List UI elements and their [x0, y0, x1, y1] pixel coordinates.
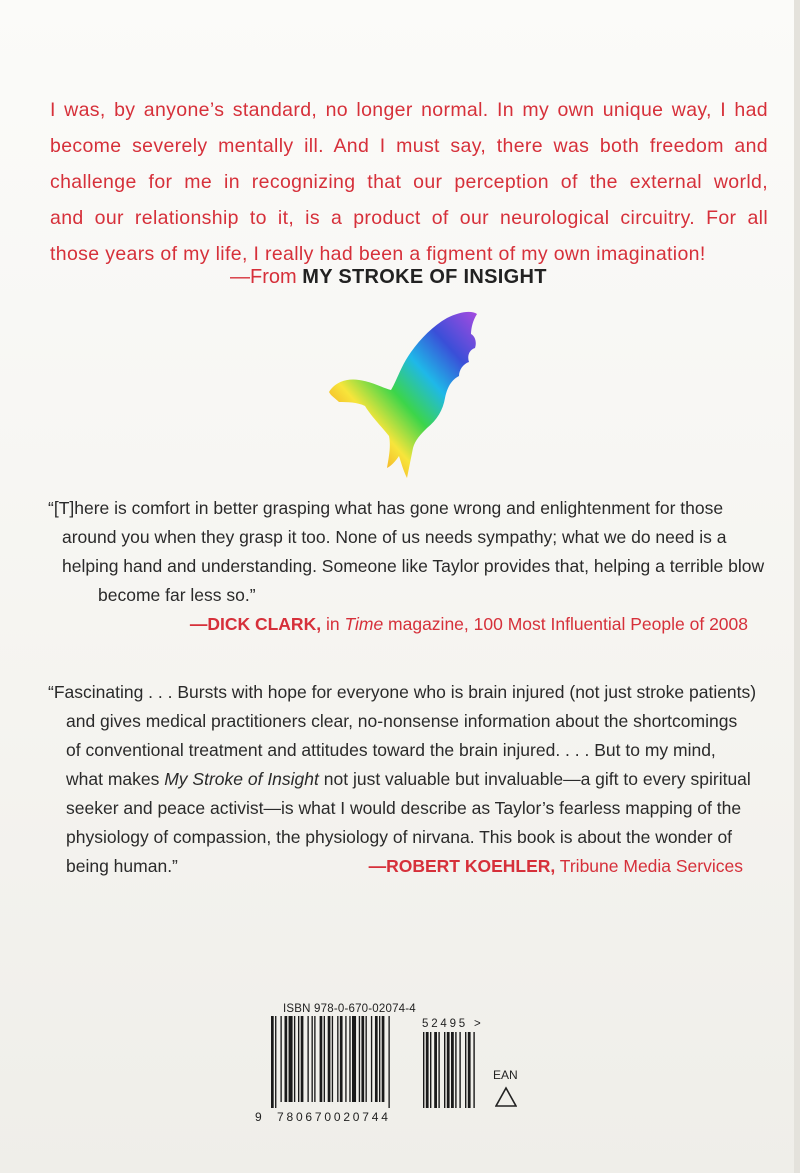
- quote-line: seeker and peace activist—is what I would describe as Taylor’s fearless mapping of the: [66, 798, 742, 818]
- barcode-bar: [289, 1016, 293, 1102]
- review-quote-koehler: [48, 678, 758, 881]
- barcode-addon-bar: [468, 1032, 471, 1108]
- barcode-bar: [324, 1016, 325, 1102]
- quote-last-line: [48, 852, 758, 881]
- barcode-addon-bar: [423, 1032, 424, 1108]
- barcode-bar: [301, 1016, 304, 1102]
- barcode-bar: [361, 1016, 364, 1102]
- barcode-bar: [337, 1016, 338, 1102]
- barcode-addon-bar: [455, 1032, 456, 1108]
- barcode-bar: [345, 1016, 346, 1102]
- quote-line: [48, 765, 758, 794]
- barcode-bar: [328, 1016, 331, 1102]
- barcode-bar: [340, 1016, 343, 1102]
- publication-name: Time: [344, 614, 384, 634]
- intro-line: become severely mentally ill. And I must say, there was both freedom and: [50, 135, 768, 157]
- attribution-in: in: [321, 614, 345, 634]
- barcode-addon-bar: [447, 1032, 450, 1108]
- barcode-bar: [285, 1016, 288, 1102]
- quote-line: “[T]here is comfort in better grasping what has gone wrong and enlightenment for those: [48, 498, 724, 518]
- barcode-bar: [280, 1016, 281, 1102]
- intro-excerpt: [50, 92, 768, 272]
- quote-text: not just valuable but invaluable—a gift to every spiritual: [318, 769, 751, 789]
- quote-line: physiology of compassion, the physiology of nirvana. This book is about the wonder of: [66, 827, 733, 847]
- barcode-digits: 780670020744: [277, 1110, 391, 1124]
- barcode-bar: [371, 1016, 372, 1102]
- book-title: MY STROKE OF INSIGHT: [302, 266, 547, 288]
- barcode-bar: [352, 1016, 356, 1102]
- barcode-addon-bar: [451, 1032, 454, 1108]
- quote-line: around you when they grasp it too. None of us needs sympathy; what we do need is a: [62, 527, 727, 547]
- intro-line: challenge for me in recognizing that our perception of the external world,: [50, 171, 768, 193]
- barcode-bar: [314, 1016, 315, 1102]
- barcode-addon-bar: [426, 1032, 429, 1108]
- barcode-addon-bar: [438, 1032, 439, 1108]
- quote-attribution: [48, 610, 758, 639]
- barcode-bar: [349, 1016, 350, 1102]
- barcode-addon-bar: [444, 1032, 445, 1108]
- isbn-number: ISBN 978-0-670-02074-4: [283, 1003, 416, 1015]
- quote-line: and gives medical practitioners clear, no-nonsense information about the shortcomings: [66, 711, 738, 731]
- barcode-bar: [307, 1016, 308, 1102]
- quote-line: “Fascinating . . . Bursts with hope for everyone who is brain injured (not just stroke patients): [48, 682, 757, 702]
- barcode-bar: [332, 1016, 333, 1102]
- intro-line: I was, by anyone’s standard, no longer normal. In my own unique way, I had: [50, 99, 768, 121]
- excerpt-source: [230, 266, 730, 289]
- barcode-bar: [320, 1016, 323, 1102]
- intro-line: and our relationship to it, is a product of our neurological circuitry. For all: [50, 207, 768, 229]
- rainbow-dove-icon: [325, 306, 485, 481]
- attribution-detail: Tribune Media Services: [555, 856, 743, 876]
- barcode-icon: [255, 1016, 495, 1112]
- quote-line: helping hand and understanding. Someone like Taylor provides that, helping a terrible blow: [62, 556, 765, 576]
- book-title-italic: My Stroke of Insight: [164, 769, 319, 789]
- barcode-bar: [271, 1016, 274, 1108]
- quote-line: being human.”: [66, 856, 178, 876]
- attribution-detail: magazine, 100 Most Influential People of 2008: [383, 614, 748, 634]
- barcode-bar: [388, 1016, 389, 1108]
- source-prefix: —From: [230, 266, 297, 288]
- isbn-barcode: [255, 1000, 535, 1130]
- barcode-addon-bar: [430, 1032, 431, 1108]
- barcode-addon-digits: 52495 >: [422, 1018, 484, 1030]
- quote-line: become far less so.”: [98, 585, 256, 605]
- barcode-bar: [375, 1016, 378, 1102]
- review-quote-clark: [48, 494, 765, 639]
- barcode-bar: [366, 1016, 367, 1102]
- quote-line: of conventional treatment and attitudes toward the brain injured. . . . But to my mind,: [66, 740, 716, 760]
- barcode-addon-bar: [473, 1032, 474, 1108]
- barcode-bar: [359, 1016, 360, 1102]
- attribution-name: —ROBERT KOEHLER,: [368, 856, 556, 876]
- intro-line: those years of my life, I really had been a figment of my own imagination!: [50, 243, 706, 265]
- barcode-bar: [312, 1016, 313, 1102]
- barcode-first-digit: 9: [255, 1110, 262, 1124]
- barcode-bar: [379, 1016, 380, 1102]
- quote-text: what makes: [66, 769, 165, 789]
- barcode-bar: [382, 1016, 385, 1102]
- barcode-bar: [294, 1016, 295, 1102]
- barcode-addon-bar: [465, 1032, 466, 1108]
- triangle-icon: [495, 1086, 517, 1108]
- attribution-name: —DICK CLARK,: [189, 614, 322, 634]
- barcode-bar: [298, 1016, 299, 1102]
- barcode-bar: [275, 1016, 276, 1108]
- barcode-addon-bar: [434, 1032, 437, 1108]
- ean-label: EAN: [493, 1068, 518, 1082]
- quote-attribution: [369, 852, 743, 881]
- barcode-addon-bar: [459, 1032, 460, 1108]
